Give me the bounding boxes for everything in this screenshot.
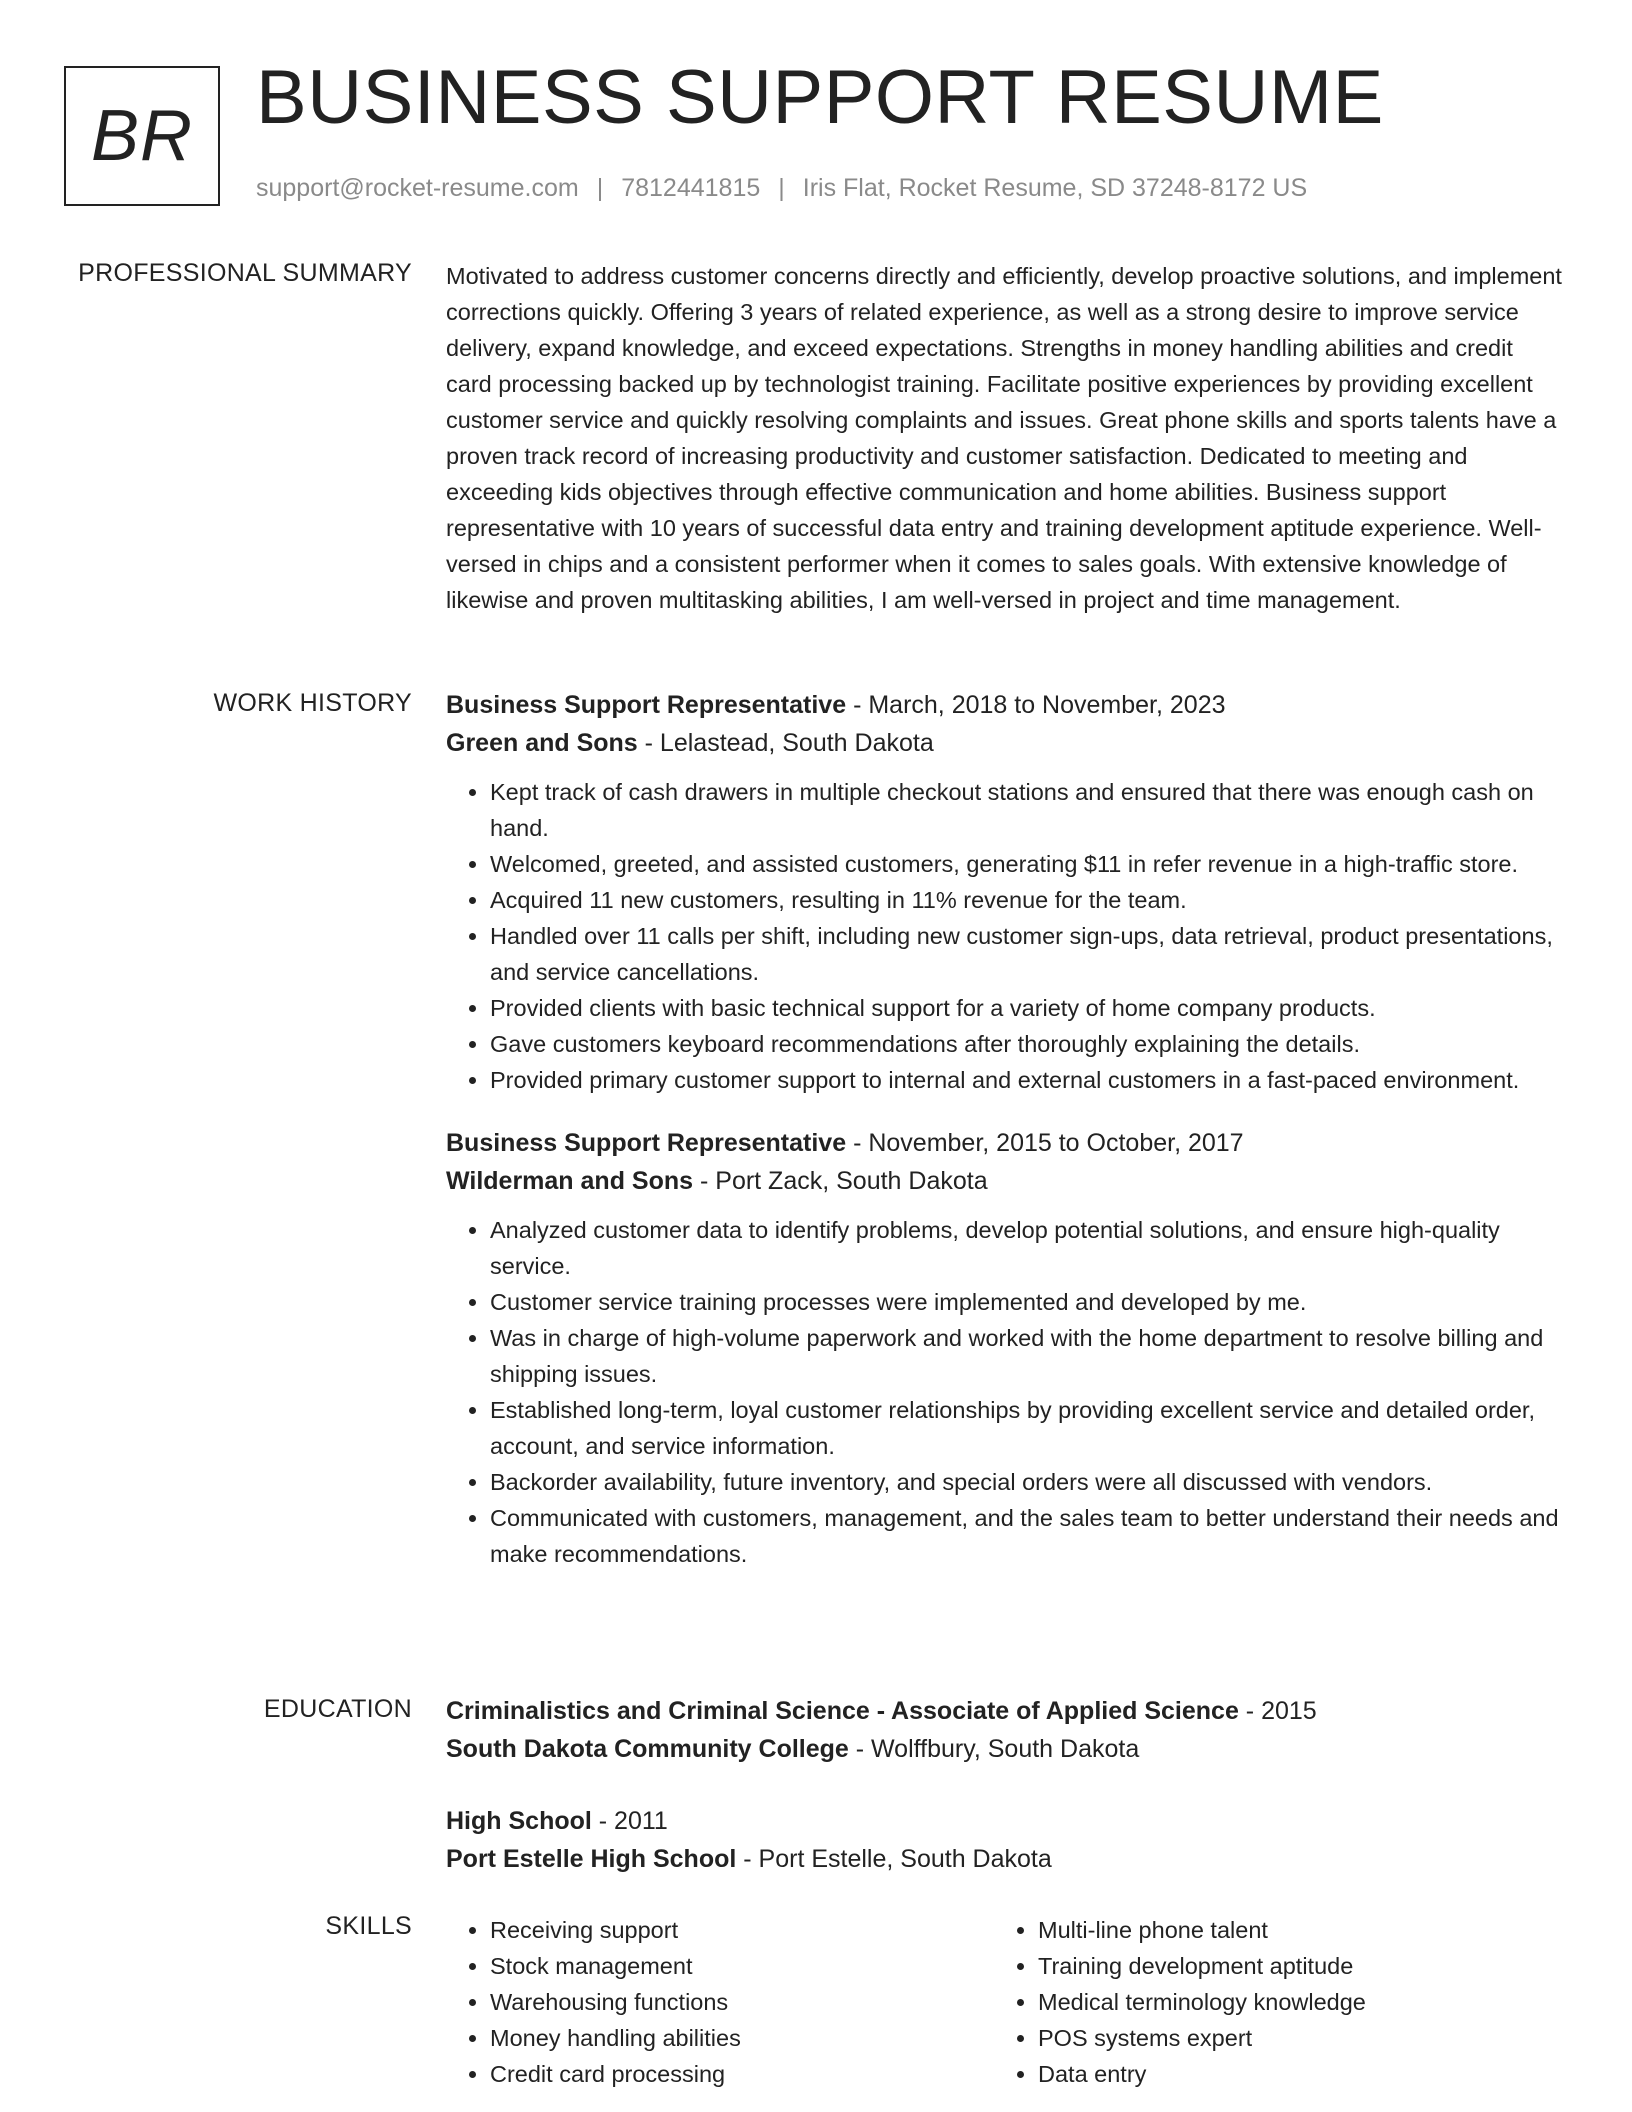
job-location: - Lelastead, South Dakota (637, 729, 934, 757)
skill-item: • Credit card processing (490, 2056, 994, 2092)
skill-item: • POS systems expert (1038, 2020, 1542, 2056)
school: South Dakota Community College (446, 1735, 849, 1763)
work-history-body (446, 686, 1562, 1572)
monogram-logo: BR (64, 66, 220, 206)
contact-separator: | (596, 174, 604, 202)
school-location: - Port Estelle, South Dakota (736, 1845, 1052, 1873)
skill-item: • Training development aptitude (1038, 1948, 1542, 1984)
job-bullet: • Provided clients with basic technical support for a variety of home company products. (490, 990, 1562, 1026)
skill-item: • Medical terminology knowledge (1038, 1984, 1542, 2020)
degree: High School (446, 1807, 592, 1835)
job-company: Wilderman and Sons (446, 1167, 694, 1195)
degree: Criminalistics and Criminal Science - Associate of Applied Science (446, 1697, 1239, 1725)
degree-line (446, 1802, 1562, 1840)
skills-heading: SKILLS (325, 1912, 412, 1940)
education-heading: EDUCATION (263, 1695, 412, 1723)
school-location: - Wolffbury, South Dakota (848, 1735, 1140, 1763)
contact-address: Iris Flat, Rocket Resume, SD 37248-8172 US (802, 174, 1308, 202)
school-line (446, 1840, 1562, 1878)
skills-list-right (994, 1912, 1542, 2092)
job-entry (446, 1124, 1562, 1572)
contact-line (256, 174, 1307, 203)
summary-body (446, 258, 1562, 618)
skills-columns (446, 1912, 1562, 2092)
skill-item: • Warehousing functions (490, 1984, 994, 2020)
degree-line (446, 1692, 1562, 1730)
degree-year: - 2015 (1238, 1697, 1317, 1725)
contact-separator: | (778, 174, 785, 202)
job-dates: - November, 2015 to October, 2017 (846, 1129, 1244, 1157)
job-bullet: • Established long-term, loyal customer relationships by providing excellent service and detailed order, account, and service information. (490, 1392, 1562, 1464)
education-body (446, 1692, 1562, 1878)
skill-item: • Money handling abilities (490, 2020, 994, 2056)
job-bullet: • Kept track of cash drawers in multiple checkout stations and ensured that there was enough cash on hand. (490, 774, 1562, 846)
skill-item: • Receiving support (490, 1912, 994, 1948)
contact-phone[interactable]: 7812441815 (621, 174, 761, 202)
job-dates: - March, 2018 to November, 2023 (846, 691, 1226, 719)
job-bullet: • Communicated with customers, management, and the sales team to better understand their needs and make recommendations. (490, 1500, 1562, 1572)
job-company-line (446, 724, 1562, 762)
job-bullet-list (446, 1212, 1562, 1572)
job-title: Business Support Representative (446, 1129, 847, 1157)
education-entry (446, 1692, 1562, 1768)
job-title-line (446, 1124, 1562, 1162)
job-company: Green and Sons (446, 729, 638, 757)
job-entry (446, 686, 1562, 1098)
summary-heading: PROFESSIONAL SUMMARY (78, 259, 412, 287)
job-bullet: • Backorder availability, future inventory, and special orders were all discussed with vendors. (490, 1464, 1562, 1500)
skills-list-left (446, 1912, 994, 2092)
skill-item: • Stock management (490, 1948, 994, 1984)
skill-item: • Multi-line phone talent (1038, 1912, 1542, 1948)
job-company-line (446, 1162, 1562, 1200)
skill-item: • Data entry (1038, 2056, 1542, 2092)
job-title: Business Support Representative (446, 691, 847, 719)
job-bullet: • Provided primary customer support to internal and external customers in a fast-paced environment. (490, 1062, 1562, 1098)
job-bullet: • Gave customers keyboard recommendations after thoroughly explaining the details. (490, 1026, 1562, 1062)
education-entry (446, 1802, 1562, 1878)
job-bullet: • Handled over 11 calls per shift, including new customer sign-ups, data retrieval, product presentations, and service cancellations. (490, 918, 1562, 990)
job-title-line (446, 686, 1562, 724)
job-location: - Port Zack, South Dakota (693, 1167, 988, 1195)
job-bullet: • Welcomed, greeted, and assisted customers, generating $11 in refer revenue in a high-traffic store. (490, 846, 1562, 882)
resume-title: BUSINESS SUPPORT RESUME (256, 55, 1384, 140)
school-line (446, 1730, 1562, 1768)
job-bullet: • Was in charge of high-volume paperwork and worked with the home department to resolve billing and shipping issues. (490, 1320, 1562, 1392)
work-history-heading: WORK HISTORY (213, 689, 412, 717)
job-bullet: • Customer service training processes were implemented and developed by me. (490, 1284, 1562, 1320)
summary-text: Motivated to address customer concerns directly and efficiently, develop proactive solutions, and implement corrections quickly. Offering 3 years of related experience, as well as a strong desire to improve service delivery, expand knowledge, and exceed expectations. Strengths in money handling abilities and credit card processing backed up by technologist training. Facilitate positive experiences by providing excellent customer service and quickly resolving complaints and issues. Great phone skills and sports talents have a proven track record of increasing productivity and customer satisfaction. Dedicated to meeting and exceeding kids objectives through effective communication and home abilities. Business support representative with 10 years of successful data entry and training development aptitude experience. Well-versed in chips and a consistent performer when it comes to sales goals. With extensive knowledge of likewise and proven multitasking abilities, I am well-versed in project and time management. (446, 263, 1562, 613)
job-bullet-list (446, 774, 1562, 1098)
school: Port Estelle High School (446, 1845, 737, 1873)
job-bullet: • Analyzed customer data to identify problems, develop potential solutions, and ensure high-quality service. (490, 1212, 1562, 1284)
contact-email[interactable]: support@rocket-resume.com (256, 174, 579, 202)
skills-body (446, 1912, 1562, 2092)
degree-year: - 2011 (591, 1807, 668, 1835)
job-bullet: • Acquired 11 new customers, resulting in 11% revenue for the team. (490, 882, 1562, 918)
